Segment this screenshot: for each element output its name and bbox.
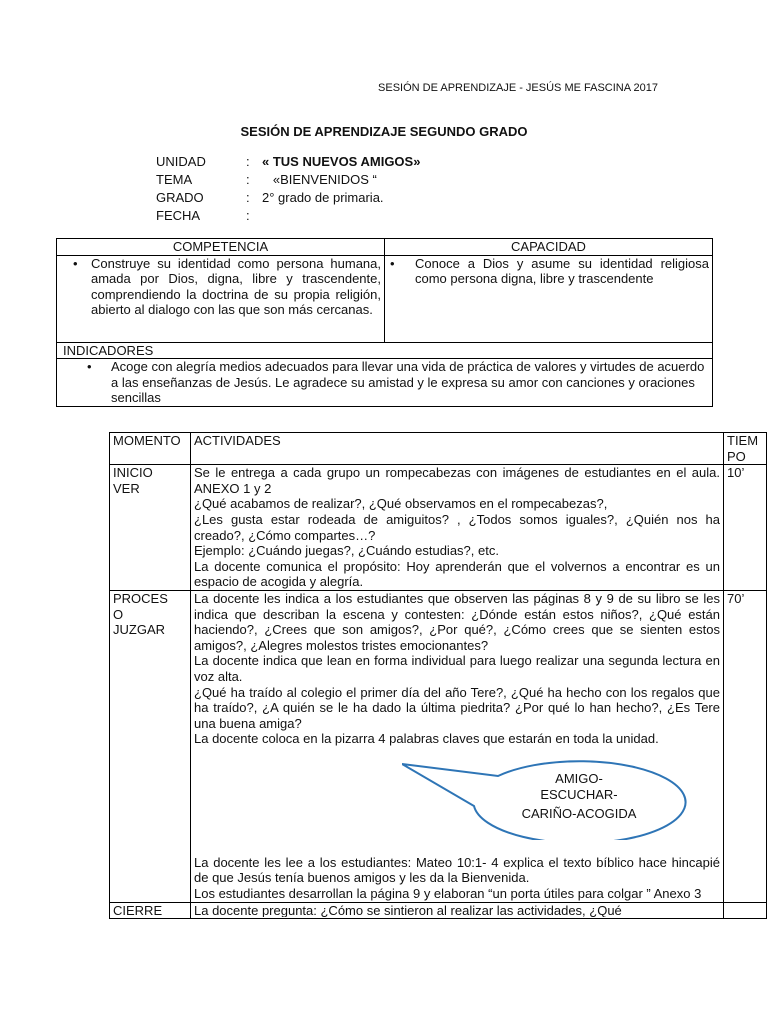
bullet-icon: • bbox=[73, 255, 78, 271]
competencia-text: Construye su identidad como persona humana, amada por Dios, digna, libre y trascendente, comprendiendo la doctrina de su propia religión, abierto al dialogo con las que son más cercanas. bbox=[91, 255, 381, 318]
competencia-header: COMPETENCIA bbox=[57, 239, 385, 256]
tiempo-cell: 70’ bbox=[724, 590, 767, 902]
activity-paragraph: La docente les indica a los estudiantes que observen las páginas 8 y 9 de su libro se les indica que describan la escena y contesten: ¿Dónde están estos niños?, ¿Qué están haciendo?, ¿Crees que son amigos?, ¿Por qué?, ¿Cómo crees que se sienten estos amigos?, ¿Alegres molestos tristes emocionantes? bbox=[194, 590, 720, 653]
meta-colon: : bbox=[246, 172, 250, 187]
callout-word: AMIGO- bbox=[555, 771, 603, 786]
meta-colon: : bbox=[246, 208, 250, 223]
running-header: SESIÓN DE APRENDIZAJE - JESÚS ME FASCINA 2017 bbox=[378, 82, 658, 94]
meta-colon: : bbox=[246, 190, 250, 205]
momento-header: MOMENTO bbox=[110, 433, 191, 465]
activity-paragraph: Ejemplo: ¿Cuándo juegas?, ¿Cuándo estudias?, etc. bbox=[194, 543, 499, 559]
meta-value: «BIENVENIDOS “ bbox=[262, 172, 377, 187]
capacidad-header: CAPACIDAD bbox=[385, 239, 713, 256]
activity-paragraph: La docente indica que lean en forma individual para luego realizar una segunda lectura en voz alta. bbox=[194, 653, 720, 684]
table-row bbox=[110, 902, 767, 919]
actividades-cell bbox=[191, 465, 724, 591]
table-row bbox=[110, 590, 767, 902]
indicador-text: Acoge con alegría medios adecuados para llevar una vida de práctica de valores y virtudes de acuerdo a las enseñanzas de Jesús. Le agradece su amistad y le expresa su amor con canciones y oraciones sencillas bbox=[111, 359, 705, 406]
meta-key: UNIDAD bbox=[156, 154, 206, 169]
indicador-cell bbox=[57, 359, 713, 407]
activities-table bbox=[109, 432, 767, 919]
capacidad-cell bbox=[385, 255, 713, 342]
meta-value: 2° grado de primaria. bbox=[262, 190, 384, 205]
actividades-header: ACTIVIDADES bbox=[191, 433, 724, 465]
momento-label: PROCESO bbox=[113, 590, 168, 622]
meta-key: TEMA bbox=[156, 172, 193, 187]
capacidad-text: Conoce a Dios y asume su identidad religiosa como persona digna, libre y trascendente bbox=[415, 255, 709, 287]
competencia-table bbox=[56, 238, 713, 407]
tiempo-header: TIEMPO bbox=[724, 433, 767, 465]
tiempo-cell: 10’ bbox=[724, 465, 767, 591]
tiempo-cell bbox=[724, 902, 767, 919]
momento-label: JUZGAR bbox=[113, 622, 165, 638]
momento-cell bbox=[110, 465, 191, 591]
indicadores-header: INDICADORES bbox=[57, 342, 713, 359]
momento-cell bbox=[110, 902, 191, 919]
meta-key: GRADO bbox=[156, 190, 204, 205]
activity-paragraph: La docente pregunta: ¿Cómo se sintieron al realizar las actividades, ¿Qué bbox=[194, 902, 622, 917]
activity-paragraph: La docente les lee a los estudiantes: Mateo 10:1- 4 explica el texto bíblico hace hincapié de que Jesús tenía buenos amigos y les da la Bienvenida. bbox=[194, 854, 720, 886]
momento-label: VER bbox=[113, 480, 140, 496]
table-row bbox=[110, 465, 767, 591]
meta-value: « TUS NUEVOS AMIGOS» bbox=[262, 154, 421, 169]
bullet-icon: • bbox=[87, 359, 92, 375]
actividades-cell bbox=[191, 590, 724, 902]
document-title: SESIÓN DE APRENDIZAJE SEGUNDO GRADO bbox=[240, 124, 528, 139]
activity-paragraph: La docente comunica el propósito: Hoy aprenderán que el volvernos a encontrar es un espacio de acogida y alegría. bbox=[194, 558, 720, 590]
competencia-cell bbox=[57, 255, 385, 342]
callout-word: ESCUCHAR- bbox=[540, 787, 618, 802]
callout-word: CARIÑO-ACOGIDA bbox=[521, 806, 637, 821]
activity-paragraph: Los estudiantes desarrollan la página 9 y elaboran “un porta útiles para colgar ” Anexo 3 bbox=[194, 886, 702, 902]
keywords-callout bbox=[402, 754, 692, 840]
activity-paragraph: ¿Qué acabamos de realizar?, ¿Qué observamos en el rompecabezas?, bbox=[194, 496, 608, 512]
momento-label: INICIO bbox=[113, 465, 153, 481]
actividades-cell bbox=[191, 902, 724, 919]
bullet-icon: • bbox=[390, 255, 395, 271]
activity-paragraph: ¿Qué ha traído al colegio el primer día del año Tere?, ¿Qué ha hecho con los regalos que ha traído?, ¿A quién se le ha dado la última piedrita? ¿Por qué lo han hecho?, ¿Es Tere una buena amiga? bbox=[194, 684, 720, 731]
momento-label: CIERRE bbox=[113, 902, 163, 918]
meta-colon: : bbox=[246, 154, 250, 169]
momento-cell bbox=[110, 590, 191, 902]
activity-paragraph: ¿Les gusta estar rodeada de amiguitos? , ¿Todos somos iguales?, ¿Quién nos ha creado?, ¿Cómo compartes…? bbox=[194, 511, 720, 543]
activity-paragraph: La docente coloca en la pizarra 4 palabras claves que estarán en toda la unidad. bbox=[194, 731, 659, 747]
activity-paragraph: Se le entrega a cada grupo un rompecabezas con imágenes de estudiantes en el aula. ANEXO 1 y 2 bbox=[194, 465, 720, 496]
meta-key: FECHA bbox=[156, 208, 201, 223]
